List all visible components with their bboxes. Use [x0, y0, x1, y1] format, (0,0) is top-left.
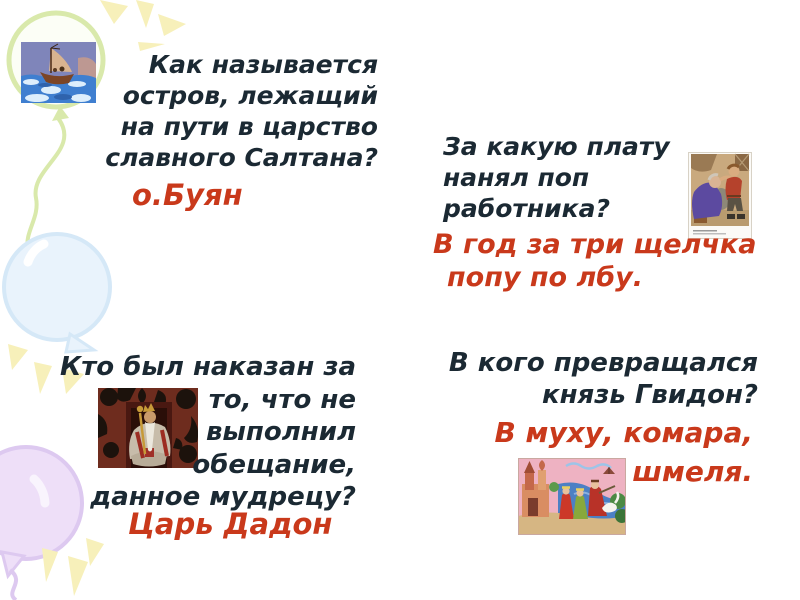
blue-balloon-decoration: [4, 234, 110, 352]
answer-line: В муху, комара,: [494, 416, 753, 449]
question-line: обещание,: [192, 449, 356, 480]
question-line: то, что не: [208, 384, 356, 415]
question-pop-payment: [443, 131, 670, 224]
question-line: Как называется: [148, 50, 378, 79]
question-line: князь Гвидон?: [541, 380, 758, 410]
answer-punished-tsar: Царь Дадон: [128, 507, 333, 541]
question-punished-tsar: [0, 351, 356, 514]
question-line: данное мудрецу?: [90, 482, 356, 512]
answer-line: попу по лбу.: [447, 262, 643, 293]
question-island-buyan: [60, 49, 378, 173]
question-line: В кого превращался: [448, 348, 758, 378]
sparkle-top: [100, 0, 186, 51]
balda-and-pop-illustration: [688, 152, 752, 239]
answer-gvidon-transformations: [440, 413, 753, 491]
question-line: работника?: [443, 194, 611, 223]
question-line: нанял поп: [443, 163, 590, 192]
answer-line: В год за три щелчка: [433, 229, 757, 260]
question-line: выполнил: [205, 417, 356, 447]
question-line: За какую плату: [443, 132, 670, 161]
question-gvidon-transformations: [440, 347, 758, 411]
answer-pop-payment: [433, 228, 756, 294]
question-line: на пути в царство: [120, 112, 378, 141]
answer-line: шмеля.: [632, 455, 753, 488]
question-line: Кто был наказан за: [59, 352, 356, 382]
answer-island-buyan: о.Буян: [132, 178, 243, 212]
question-line: славного Салтана?: [105, 143, 378, 172]
question-line: остров, лежащий: [122, 81, 378, 110]
